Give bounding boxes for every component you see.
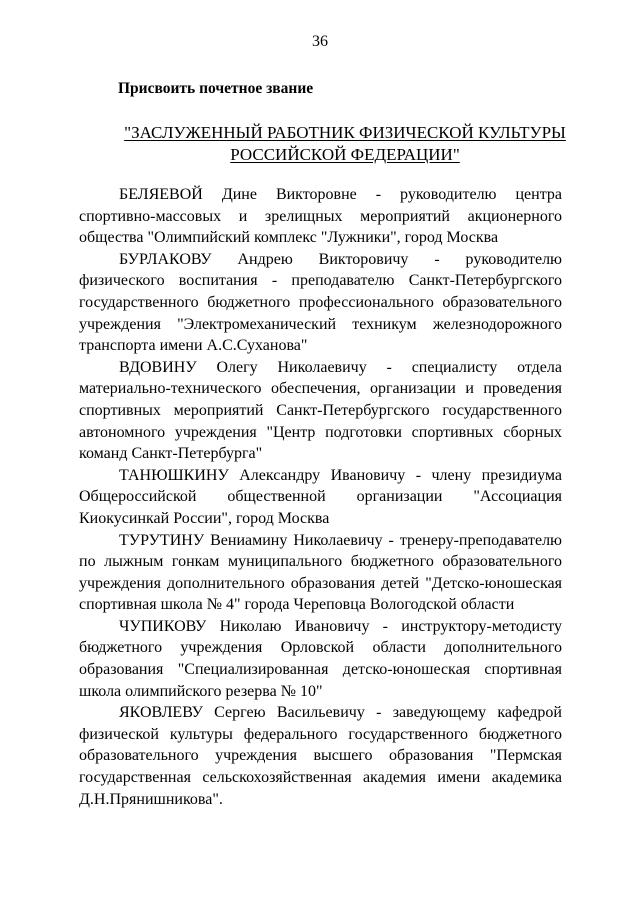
awardee-entry	[79, 530, 562, 616]
awardee-entry	[79, 702, 562, 810]
honorary-title	[60, 122, 630, 166]
awardee-entry-line: автономного учреждения "Центр подготовки спортивных сборных	[79, 423, 562, 441]
awardee-entry-line: физического воспитания - преподавателю Санкт-Петербургского	[79, 272, 562, 290]
awardee-entry-line: спортивная школа № 4" города Череповца Вологодской области	[79, 596, 515, 614]
page-number: 36	[312, 33, 328, 50]
awardee-entry-line: школа олимпийского резерва № 10"	[79, 682, 323, 700]
honorary-title-line-2: РОССИЙСКОЙ ФЕДЕРАЦИИ"	[230, 145, 460, 164]
awardee-entry-line: государственная сельскохозяйственная академия имени академика	[79, 769, 562, 787]
awardee-entry-line: Киокусинкай России", город Москва	[79, 509, 330, 527]
awardee-entry-line: транспорта имени А.С.Суханова"	[79, 337, 308, 355]
honorary-title-line-1: "ЗАСЛУЖЕННЫЙ РАБОТНИК ФИЗИЧЕСКОЙ КУЛЬТУРЫ	[124, 123, 566, 142]
awardee-entry-line: спортивно-массовых и зрелищных мероприятий акционерного	[79, 207, 562, 225]
awardee-entry-line: Д.Н.Прянишникова".	[79, 790, 223, 808]
awardee-entry-line: по лыжным гонкам муниципального бюджетного образовательного	[79, 553, 562, 571]
awardee-entry-first-line: ВДОВИНУ Олегу Николаевичу - специалисту отдела	[119, 358, 562, 376]
awardee-entry-line: образовательного учреждения высшего образования "Пермская	[79, 747, 562, 765]
awardee-entry	[79, 249, 562, 357]
awardee-entry	[79, 465, 562, 530]
awardee-entry	[79, 357, 562, 465]
awardee-entry-first-line: ЯКОВЛЕВУ Сергею Васильевичу - заведующему кафедрой	[119, 704, 562, 722]
awardee-entry	[79, 184, 562, 249]
awardee-entry-first-line: ТУРУТИНУ Вениамину Николаевичу - тренеру-преподавателю	[119, 531, 562, 549]
awardee-entry-line: учреждения дополнительного образования детей "Детско-юношеская	[79, 574, 562, 592]
awardee-entry-line: команд Санкт-Петербурга"	[79, 445, 263, 463]
awardee-entry-line: учреждения "Электромеханический техникум железнодорожного	[79, 315, 562, 333]
awardee-list	[79, 184, 562, 810]
awardee-entry	[79, 616, 562, 702]
awardee-entry-first-line: ЧУПИКОВУ Николаю Ивановичу - инструктору-методисту	[119, 617, 562, 635]
awardee-entry-line: спортивных мероприятий Санкт-Петербургского государственного	[79, 401, 562, 419]
awardee-entry-first-line: ТАНЮШКИНУ Александру Ивановичу - члену президиума	[119, 466, 562, 484]
awardee-entry-line: Общероссийской общественной организации "Ассоциация	[79, 488, 562, 506]
awardee-entry-line: материально-технического обеспечения, организации и проведения	[79, 380, 562, 398]
awardee-entry-first-line: БУРЛАКОВУ Андрею Викторовичу - руководителю	[119, 250, 562, 268]
awardee-entry-line: физической культуры федерального государственного бюджетного	[79, 725, 562, 743]
awardee-entry-first-line: БЕЛЯЕВОЙ Дине Викторовне - руководителю центра	[119, 186, 562, 203]
awardee-entry-line: образования "Специализированная детско-юношеская спортивная	[79, 661, 562, 679]
decree-heading: Присвоить почетное звание	[118, 80, 314, 97]
awardee-entry-line: общества "Олимпийский комплекс "Лужники", город Москва	[79, 229, 499, 247]
awardee-entry-line: государственного бюджетного профессионального образовательного	[79, 293, 562, 311]
awardee-entry-line: бюджетного учреждения Орловской области дополнительного	[79, 639, 562, 657]
